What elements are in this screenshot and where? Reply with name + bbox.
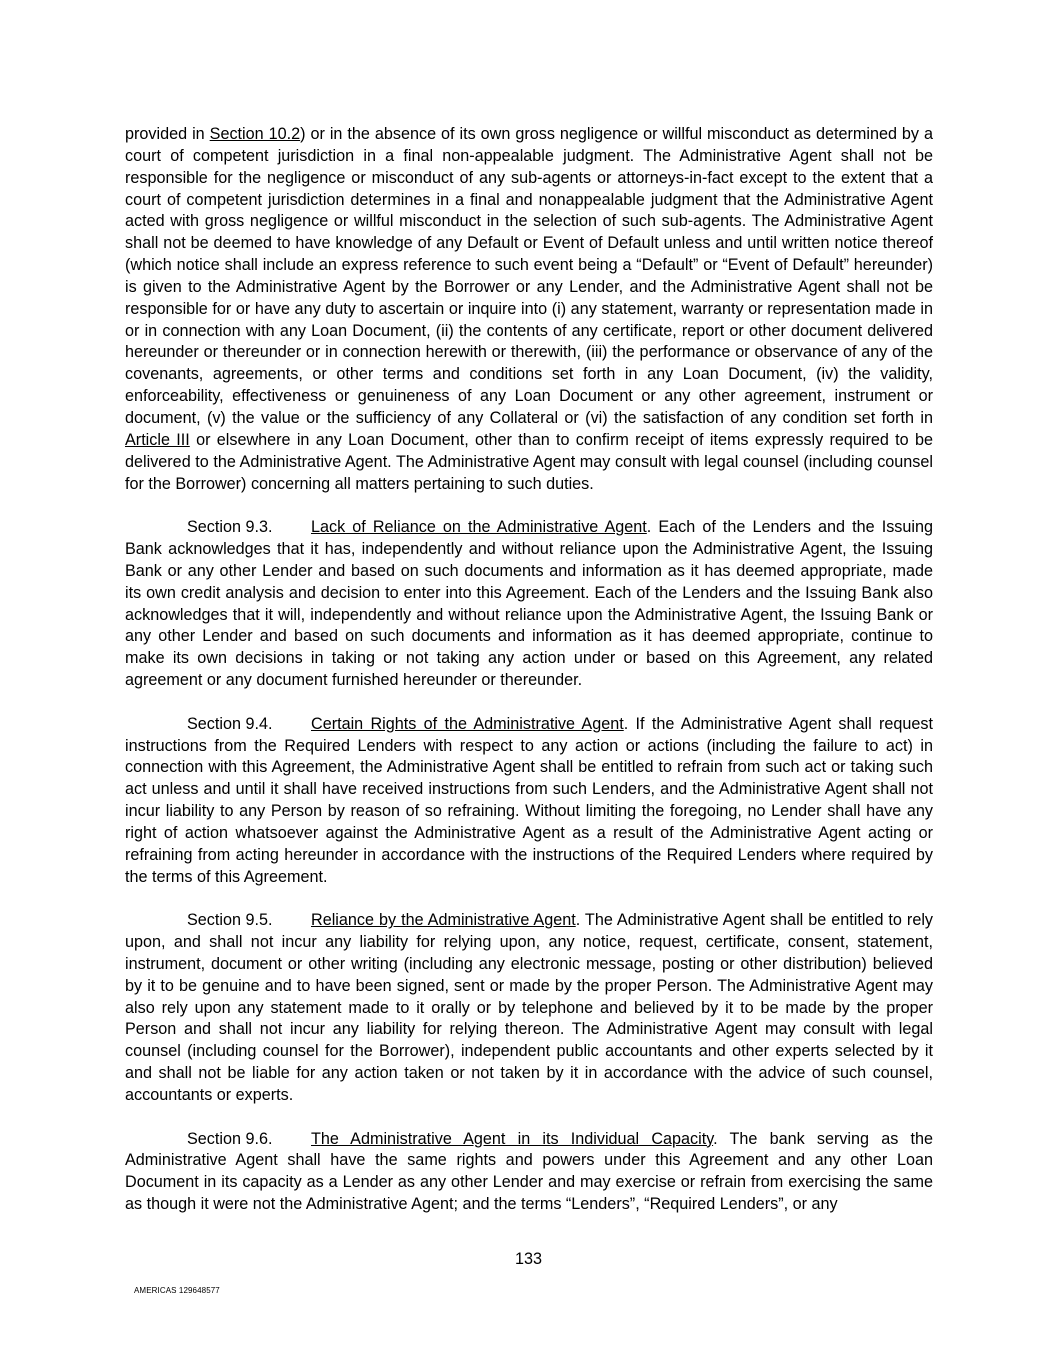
section-title: Certain Rights of the Administrative Agent bbox=[311, 714, 624, 733]
section-9-3 bbox=[125, 517, 933, 692]
cross-reference-link: Article III bbox=[125, 430, 190, 449]
section-title: The Administrative Agent in its Individual Capacity bbox=[311, 1129, 714, 1148]
section-body: . If the Administrative Agent shall request instructions from the Required Lenders with respect to any action or actions (including the failure to act) in connection with this Agreement, the Administrative Agent shall be entitled to refrain from such act or taking such act unless and until it shall have received instructions from such Lenders, and the Administrative Agent shall not incur liability to any Person by reason of so refraining. Without limiting the foregoing, no Lender shall have any right of action whatsoever against the Administrative Agent as a result of the Administrative Agent acting or refraining from acting hereunder in accordance with the instructions of the Required Lenders where required by the terms of this Agreement. bbox=[125, 714, 933, 886]
section-9-6 bbox=[125, 1129, 933, 1216]
paragraph-text: or elsewhere in any Loan Document, other than to confirm receipt of items expressly required to be delivered to the Administrative Agent. The Administrative Agent may consult with legal counsel (including counsel for the Borrower) concerning all matters pertaining to such duties. bbox=[125, 430, 933, 493]
section-9-5 bbox=[125, 910, 933, 1107]
section-title: Reliance by the Administrative Agent bbox=[311, 911, 576, 930]
paragraph-text: ) or in the absence of its own gross negligence or willful misconduct as determined by a court of competent jurisdiction in a final non-appealable judgment. The Administrative Agent shall not be responsible for the negligence or misconduct of any sub-agents or attorneys-in-fact except to the extent that a court of competent jurisdiction determines in a final and nonappealable judgment that the Administrative Agent acted with gross negligence or willful misconduct in the selection of such sub-agents. The Administrative Agent shall not be deemed to have knowledge of any Default or Event of Default unless and until written notice thereof (which notice shall include an express reference to such event being a “Default” or “Event of Default” hereunder) is given to the Administrative Agent by the Borrower or any Lender, and the Administrative Agent shall not be responsible for or have any duty to ascertain or inquire into (i) any statement, warranty or representation made in or in connection with any Loan Document, (ii) the contents of any certificate, report or other document delivered hereunder or thereunder or in connection herewith or therewith, (iii) the performance or observance of any of the covenants, agreements, or other terms and conditions set forth in any Loan Document, (iv) the validity, enforceability, effectiveness or genuineness of any Loan Document or any other agreement, instrument or document, (v) the value or the sufficiency of any Collateral or (vi) the satisfaction of any condition set forth in bbox=[125, 125, 933, 427]
section-9-4 bbox=[125, 714, 933, 889]
section-body: . The bank serving as the Administrative Agent shall have the same rights and powers under this Agreement and any other Loan Document in its capacity as a Lender as any other Lender and may exercise or refrain from exercising the same as though it were not the Administrative Agent; and the terms “Lenders”, “Required Lenders”, or any bbox=[125, 1129, 933, 1214]
section-title: Lack of Reliance on the Administrative Agent bbox=[311, 518, 647, 537]
continued-paragraph bbox=[125, 124, 933, 495]
section-number: Section 9.4. bbox=[187, 714, 273, 733]
page-number: 133 bbox=[514, 1250, 542, 1268]
cross-reference-link: Section 10.2 bbox=[209, 125, 301, 143]
section-body: . Each of the Lenders and the Issuing Bank acknowledges that it has, independently and without reliance upon the Administrative Agent, the Issuing Bank or any other Lender and based on such documents and information as it has deemed appropriate, made its own credit analysis and decision to enter into this Agreement. Each of the Lenders and the Issuing Bank also acknowledges that it will, independently and without reliance upon the Administrative Agent, the Issuing Bank or any other Lender and based on such documents and information as it has deemed appropriate, continue to make its own decisions in taking or not taking any action under or based on this Agreement, any related agreement or any document furnished hereunder or thereunder. bbox=[125, 518, 933, 690]
paragraph-text: provided in bbox=[125, 125, 210, 143]
document-page bbox=[125, 124, 933, 1216]
section-number: Section 9.6. bbox=[187, 1129, 273, 1148]
section-number: Section 9.3. bbox=[187, 518, 273, 537]
section-body: . The Administrative Agent shall be entitled to rely upon, and shall not incur any liability for relying upon, any notice, request, certificate, consent, statement, instrument, document or other writing (including any electronic message, posting or other distribution) believed by it to be genuine and to have been signed, sent or made by the proper Person. The Administrative Agent may also rely upon any statement made to it orally or by telephone and believed by it to be made by the proper Person and shall not incur any liability for relying thereon. The Administrative Agent may consult with legal counsel (including counsel for the Borrower), independent public accountants and other experts selected by it and shall not be liable for any action taken or not taken by it in accordance with the advice of such counsel, accountants or experts. bbox=[125, 911, 934, 1104]
document-id: AMERICAS 129648577 bbox=[134, 1286, 220, 1295]
section-number: Section 9.5. bbox=[187, 911, 273, 930]
